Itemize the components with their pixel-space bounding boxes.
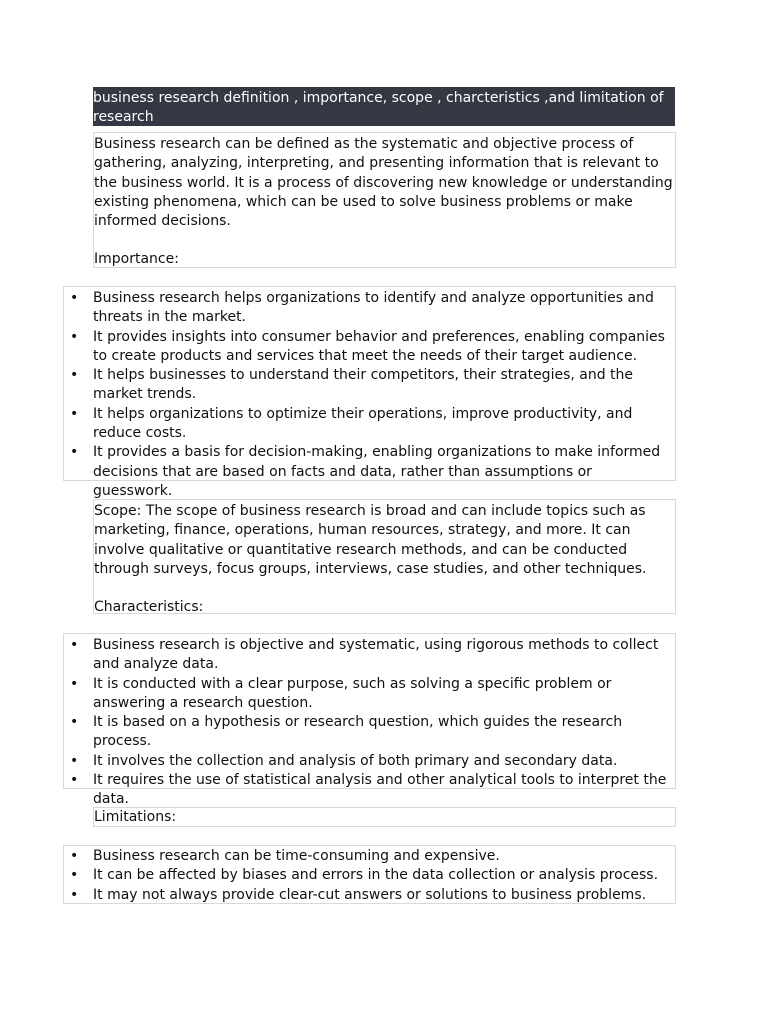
- list-item: • It provides insights into consumer behavior and preferences, enabling companies to create products and services that meet the needs of their target audience.: [64, 328, 675, 367]
- characteristics-list: [64, 636, 675, 810]
- importance-list-box: [63, 286, 676, 499]
- list-item: • It can be affected by biases and errors in the data collection or analysis process.: [64, 866, 675, 885]
- list-item: • It is based on a hypothesis or research question, which guides the research process.: [64, 713, 675, 752]
- importance-list: [64, 289, 675, 501]
- scope-box: [93, 499, 676, 614]
- list-item: • It involves the collection and analysis of both primary and secondary data.: [64, 752, 675, 771]
- characteristics-list-box: [63, 633, 676, 808]
- definition-text: Business research can be defined as the systematic and objective process of gathering, analyzing, interpreting, and presenting information that is relevant to the business world. It is a process of discovering new knowledge or understanding existing phenomena, which can be used to solve business problems or make informed decisions.: [94, 136, 673, 230]
- limitations-heading: Limitations:: [94, 809, 177, 825]
- list-item: • It helps organizations to optimize their operations, improve productivity, and reduce costs.: [64, 405, 675, 444]
- limitations-heading-box: [93, 807, 676, 827]
- list-item: • Business research helps organizations to identify and analyze opportunities and threats in the market.: [64, 289, 675, 328]
- list-item: • Business research is objective and systematic, using rigorous methods to collect and analyze data.: [64, 636, 675, 675]
- scope-text: Scope: The scope of business research is broad and can include topics such as marketing, finance, operations, human resources, strategy, and more. It can involve qualitative or quantitative research methods, and can be conducted through surveys, focus groups, interviews, case studies, and other techniques.: [94, 503, 647, 577]
- list-item: • It helps businesses to understand their competitors, their strategies, and the market trends.: [64, 366, 675, 405]
- list-item: • It requires the use of statistical analysis and other analytical tools to interpret the data.: [64, 771, 675, 810]
- characteristics-heading: Characteristics:: [94, 599, 204, 616]
- list-item: • Business research can be time-consuming and expensive.: [64, 847, 675, 866]
- limitations-list-box: [63, 845, 676, 904]
- importance-heading: Importance:: [94, 251, 179, 268]
- definition-box: [93, 132, 676, 268]
- list-item: • It is conducted with a clear purpose, such as solving a specific problem or answering a research question.: [64, 675, 675, 714]
- list-item: • It provides a basis for decision-making, enabling organizations to make informed decisions that are based on facts and data, rather than assumptions or guesswork.: [64, 443, 675, 501]
- limitations-list: [64, 847, 675, 905]
- list-item: • It may not always provide clear-cut answers or solutions to business problems.: [64, 886, 675, 905]
- document-title: business research definition , importance, scope , charcteristics ,and limitation of research: [93, 87, 675, 126]
